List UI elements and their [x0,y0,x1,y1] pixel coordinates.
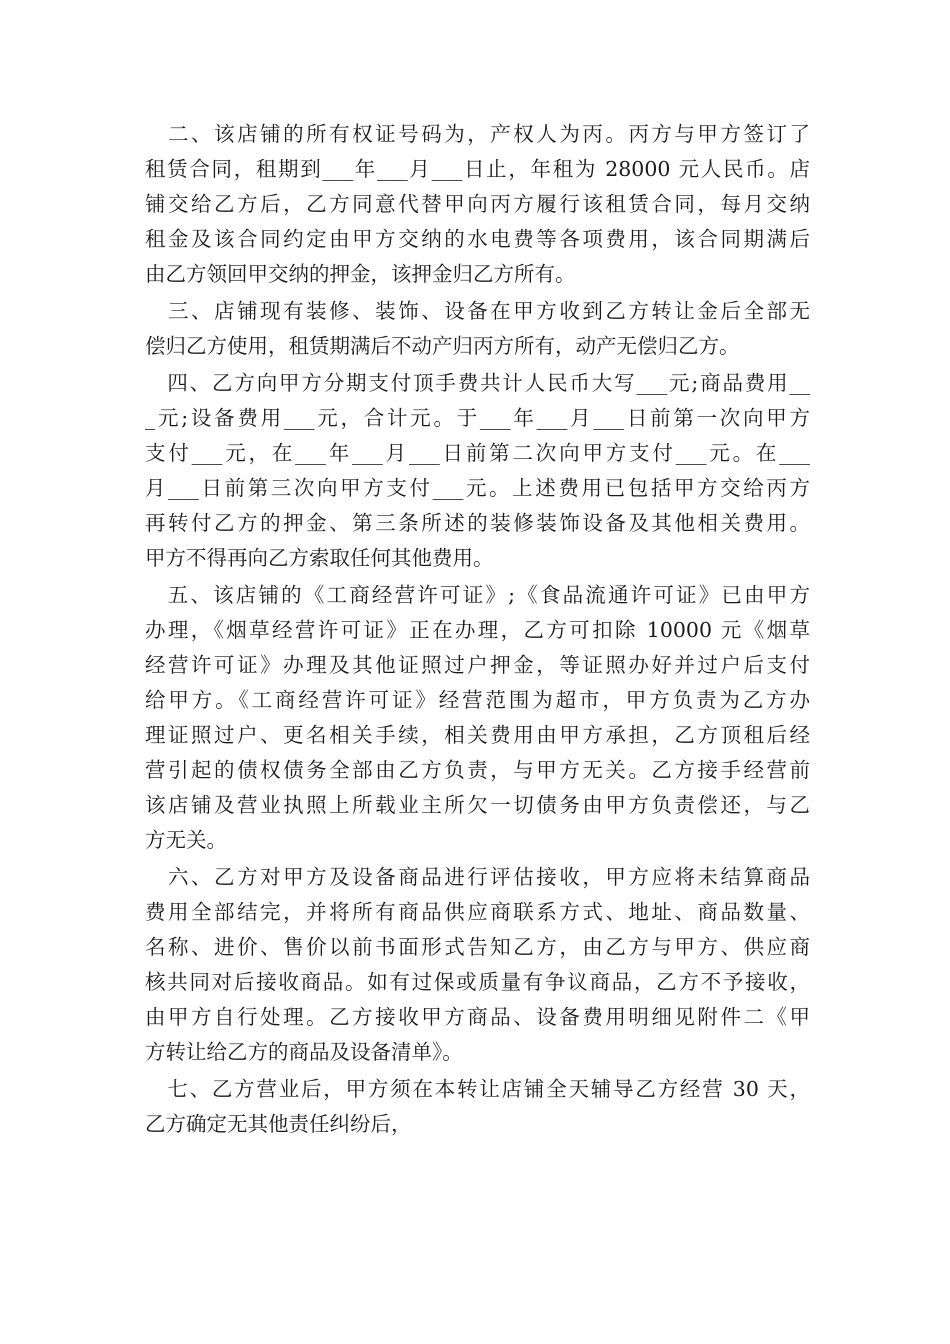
clause-4-paragraph [145,366,810,576]
text-line: 理证照过户、更名相关手续，相关费用由甲方承担，乙方顶租后经 [145,723,810,747]
text-line: 经营许可证》办理及其他证照过户押金，等证照办好并过户后支付 [145,653,810,677]
clause-3-paragraph [145,294,810,364]
text-line: 方转让给乙方的商品及设备清单》。 [145,1040,463,1064]
clause-2-paragraph [145,117,810,292]
text-line: 核共同对后接收商品。如有过保或质量有争议商品，乙方不予接收， [145,970,810,994]
text-line: 月___日前第三次向甲方支付___元。上述费用已包括甲方交给丙方 [145,476,810,500]
text-line: 七、乙方营业后，甲方须在本转让店铺全天辅导乙方经营 30 天， [145,1077,810,1101]
text-line: 名称、进价、售价以前书面形式告知乙方，由乙方与甲方、供应商 [145,935,810,959]
text-line: 甲方不得再向乙方索取任何其他费用。 [145,546,494,570]
text-line: 四、乙方向甲方分期支付顶手费共计人民币大写___元;商品费用__ [145,371,810,395]
text-line: 偿归乙方使用，租赁期满后不动产归丙方所有，动产无偿归乙方。 [145,334,740,358]
text-line: 支付___元，在___年___月___日前第二次向甲方支付___元。在___ [145,441,810,465]
text-line: 租金及该合同约定由甲方交纳的水电费等各项费用，该合同期满后 [145,227,810,251]
text-line: 方无关。 [145,828,227,852]
text-line: 三、店铺现有装修、装饰、设备在甲方收到乙方转让金后全部无 [145,299,810,323]
text-line: 六、乙方对甲方及设备商品进行评估接收，甲方应将未结算商品 [145,865,810,889]
text-line: 给甲方。《工商经营许可证》经营范围为超市，甲方负责为乙方办 [145,688,810,712]
text-line: 由甲方自行处理。乙方接收甲方商品、设备费用明细见附件二《甲 [145,1005,810,1029]
text-line: 费用全部结完，并将所有商品供应商联系方式、地址、商品数量、 [145,900,810,924]
text-line: 五、该店铺的《工商经营许可证》;《食品流通许可证》已由甲方 [145,583,810,607]
text-line: _元;设备费用___元，合计元。于___年___月___日前第一次向甲方 [145,406,810,430]
clause-5-paragraph [145,578,810,858]
clause-6-paragraph [145,860,810,1070]
text-line: 铺交给乙方后，乙方同意代替甲向丙方履行该租赁合同，每月交纳 [145,192,810,216]
text-line: 办理，《烟草经营许可证》正在办理，乙方可扣除 10000 元《烟草 [145,618,810,642]
text-line: 再转付乙方的押金、第三条所述的装修装饰设备及其他相关费用。 [145,511,810,535]
text-line: 该店铺及营业执照上所载业主所欠一切债务由甲方负责偿还，与乙 [145,793,810,817]
text-line: 乙方确定无其他责任纠纷后， [145,1112,412,1136]
document-body [145,117,810,1142]
clause-7-paragraph [145,1072,810,1142]
text-line: 二、该店铺的所有权证号码为，产权人为丙。丙方与甲方签订了 [145,122,810,146]
text-line: 由乙方领回甲交纳的押金，该押金归乙方所有。 [145,262,576,286]
text-line: 租赁合同，租期到___年___月___日止，年租为 28000 元人民币。店 [145,157,810,181]
text-line: 营引起的债权债务全部由乙方负责，与甲方无关。乙方接手经营前 [145,758,810,782]
